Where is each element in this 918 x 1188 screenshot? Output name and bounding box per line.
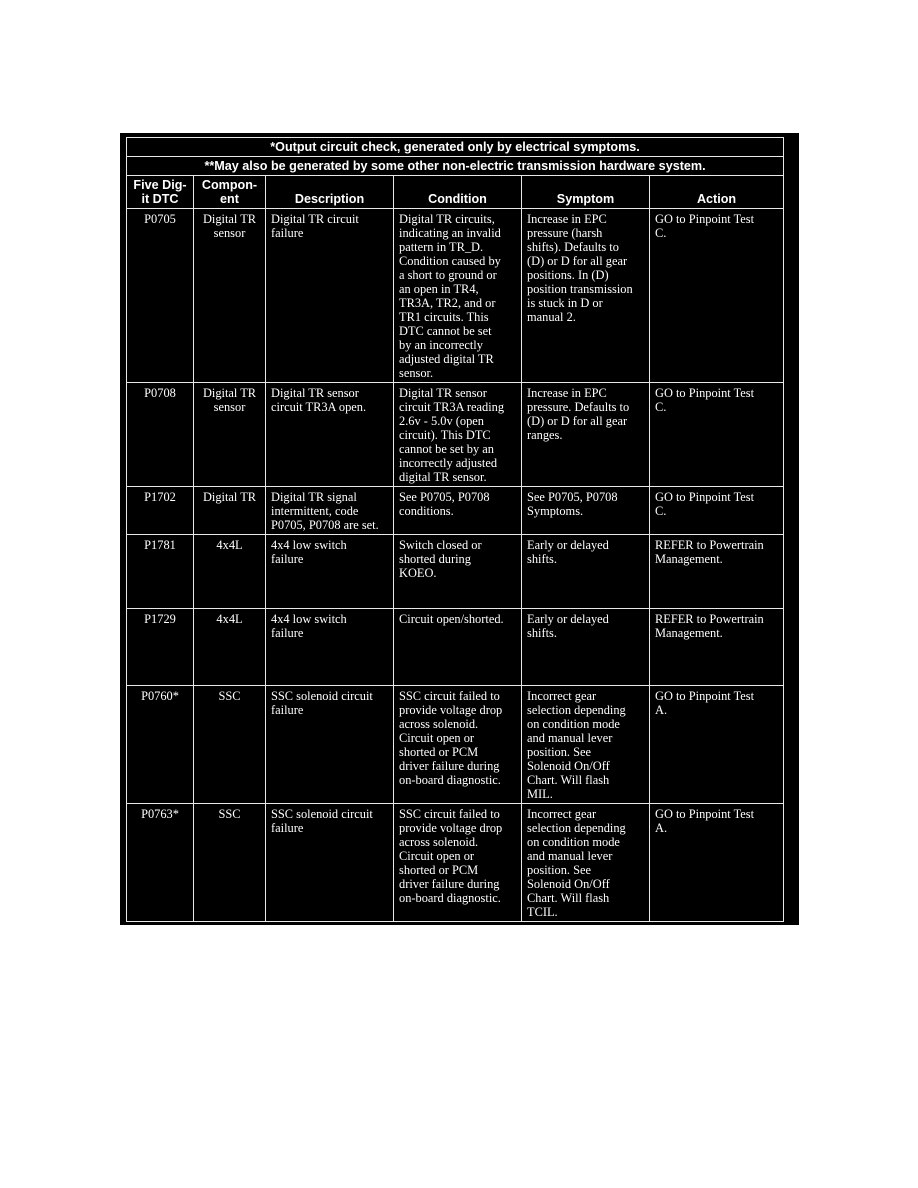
header-condition: Condition <box>394 176 522 209</box>
dtc-symptom: See P0705, P0708 Symptoms. <box>522 487 650 535</box>
dtc-description: 4x4 low switch failure <box>266 535 394 609</box>
dtc-code: P1781 <box>127 535 194 609</box>
dtc-action: REFER to Powertrain Management. <box>650 609 784 686</box>
dtc-action: GO to Pinpoint Test C. <box>650 383 784 487</box>
dtc-description: Digital TR circuit failure <box>266 209 394 383</box>
dtc-condition: Circuit open/shorted. <box>394 609 522 686</box>
dtc-symptom: Increase in EPC pressure. Defaults to (D) or D for all gear ranges. <box>522 383 650 487</box>
dtc-code: P0705 <box>127 209 194 383</box>
table-row <box>127 487 784 535</box>
dtc-symptom: Increase in EPC pressure (harsh shifts). Defaults to (D) or D for all gear positions. In (D) position transmission is stuck in D or manual 2. <box>522 209 650 383</box>
dtc-description: SSC solenoid circuit failure <box>266 686 394 804</box>
dtc-action: GO to Pinpoint Test A. <box>650 686 784 804</box>
dtc-component: SSC <box>194 686 266 804</box>
dtc-component: Digital TR <box>194 487 266 535</box>
dtc-code: P0763* <box>127 804 194 922</box>
dtc-component: 4x4L <box>194 609 266 686</box>
dtc-component: 4x4L <box>194 535 266 609</box>
dtc-component: Digital TR sensor <box>194 209 266 383</box>
dtc-table <box>126 137 784 922</box>
dtc-action: GO to Pinpoint Test C. <box>650 209 784 383</box>
dtc-component: Digital TR sensor <box>194 383 266 487</box>
dtc-condition: See P0705, P0708 conditions. <box>394 487 522 535</box>
dtc-symptom: Incorrect gear selection depending on condition mode and manual lever position. See Solenoid On/Off Chart. Will flash MIL. <box>522 686 650 804</box>
non-electric-note: **May also be generated by some other non-electric transmission hardware system. <box>127 157 784 176</box>
dtc-code: P0760* <box>127 686 194 804</box>
header-symptom: Symptom <box>522 176 650 209</box>
dtc-symptom: Incorrect gear selection depending on condition mode and manual lever position. See Solenoid On/Off Chart. Will flash TCIL. <box>522 804 650 922</box>
dtc-description: Digital TR signal intermittent, code P0705, P0708 are set. <box>266 487 394 535</box>
table-row <box>127 209 784 383</box>
dtc-condition: SSC circuit failed to provide voltage drop across solenoid. Circuit open or shorted or PCM driver failure during on-board diagnostic. <box>394 804 522 922</box>
output-circuit-note: *Output circuit check, generated only by electrical symptoms. <box>127 138 784 157</box>
dtc-action: GO to Pinpoint Test A. <box>650 804 784 922</box>
dtc-code: P0708 <box>127 383 194 487</box>
header-action: Action <box>650 176 784 209</box>
header-component: Compon- ent <box>194 176 266 209</box>
dtc-condition: Digital TR sensor circuit TR3A reading 2.6v - 5.0v (open circuit). This DTC cannot be set by an incorrectly adjusted digital TR sensor. <box>394 383 522 487</box>
table-row <box>127 609 784 686</box>
dtc-code: P1729 <box>127 609 194 686</box>
table-row <box>127 383 784 487</box>
table-row <box>127 804 784 922</box>
dtc-description: SSC solenoid circuit failure <box>266 804 394 922</box>
dtc-code: P1702 <box>127 487 194 535</box>
dtc-symptom: Early or delayed shifts. <box>522 609 650 686</box>
dtc-condition: Switch closed or shorted during KOEO. <box>394 535 522 609</box>
dtc-action: GO to Pinpoint Test C. <box>650 487 784 535</box>
dtc-description: 4x4 low switch failure <box>266 609 394 686</box>
header-code: Five Dig- it DTC <box>127 176 194 209</box>
dtc-component: SSC <box>194 804 266 922</box>
dtc-symptom: Early or delayed shifts. <box>522 535 650 609</box>
table-row <box>127 686 784 804</box>
dtc-condition: SSC circuit failed to provide voltage drop across solenoid. Circuit open or shorted or PCM driver failure during on-board diagnostic. <box>394 686 522 804</box>
dtc-action: REFER to Powertrain Management. <box>650 535 784 609</box>
dtc-table-panel <box>120 133 799 925</box>
table-row <box>127 535 784 609</box>
dtc-description: Digital TR sensor circuit TR3A open. <box>266 383 394 487</box>
dtc-condition: Digital TR circuits, indicating an invalid pattern in TR_D. Condition caused by a short to ground or an open in TR4, TR3A, TR2, and or TR1 circuits. This DTC cannot be set by an incorrectly adjusted digital TR sensor. <box>394 209 522 383</box>
header-row <box>127 176 784 209</box>
header-description: Description <box>266 176 394 209</box>
